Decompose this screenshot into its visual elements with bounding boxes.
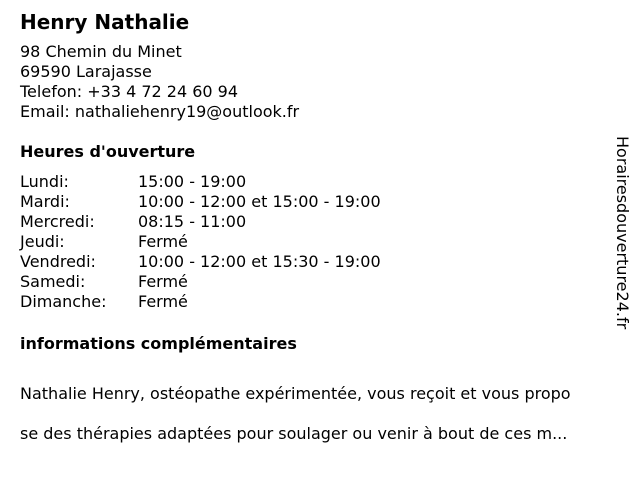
- additional-info-line: Nathalie Henry, ostéopathe expérimentée, vous reçoit et vous propo: [20, 384, 571, 403]
- address-street: 98 Chemin du Minet: [20, 42, 182, 61]
- hours-row-wednesday: [20, 212, 381, 232]
- opening-hours-table: [20, 172, 381, 312]
- address-city: 69590 Larajasse: [20, 62, 152, 81]
- day-hours: Fermé: [138, 232, 188, 251]
- day-label: Jeudi:: [20, 232, 65, 251]
- email-address: Email: nathaliehenry19@outlook.fr: [20, 102, 300, 121]
- additional-info-line: se des thérapies adaptées pour soulager ou venir à bout de ces m...: [20, 424, 568, 443]
- hours-row-thursday: [20, 232, 381, 252]
- day-label: Mercredi:: [20, 212, 95, 231]
- hours-row-monday: [20, 172, 381, 192]
- hours-row-friday: [20, 252, 381, 272]
- business-name: Henry Nathalie: [20, 10, 190, 34]
- day-label: Vendredi:: [20, 252, 96, 271]
- day-hours: 08:15 - 11:00: [138, 212, 247, 231]
- additional-info-text: [20, 364, 615, 464]
- day-hours: 15:00 - 19:00: [138, 172, 247, 191]
- hours-row-sunday: [20, 292, 381, 312]
- day-hours: Fermé: [138, 272, 188, 291]
- day-hours: 10:00 - 12:00 et 15:00 - 19:00: [138, 192, 381, 211]
- day-label: Samedi:: [20, 272, 86, 291]
- day-hours: Fermé: [138, 292, 188, 311]
- day-label: Dimanche:: [20, 292, 107, 311]
- hours-row-tuesday: [20, 192, 381, 212]
- hours-row-saturday: [20, 272, 381, 292]
- site-watermark: Horairesdouverture24.fr: [613, 136, 632, 330]
- phone-number: Telefon: +33 4 72 24 60 94: [20, 82, 239, 101]
- business-card: [20, 10, 605, 464]
- opening-hours-title: Heures d'ouverture: [20, 142, 196, 161]
- additional-info-title: informations complémentaires: [20, 334, 297, 353]
- day-hours: 10:00 - 12:00 et 15:30 - 19:00: [138, 252, 381, 271]
- day-label: Mardi:: [20, 192, 70, 211]
- day-label: Lundi:: [20, 172, 69, 191]
